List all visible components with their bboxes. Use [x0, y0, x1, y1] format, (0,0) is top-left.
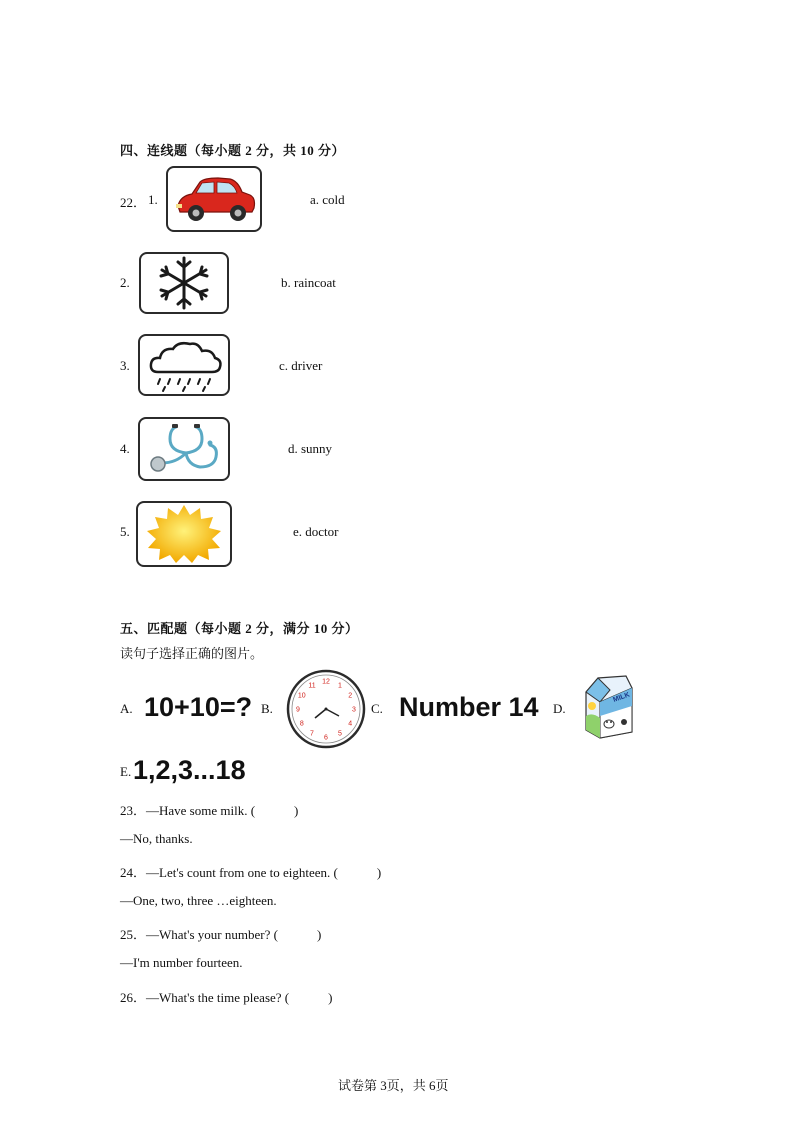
number-fourteen-text: Number 14 [399, 692, 539, 722]
item-number: 1. [148, 192, 158, 207]
stethoscope-picture [138, 417, 230, 481]
clock-numeral: 9 [296, 706, 300, 714]
option-e: e. doctor [293, 524, 339, 539]
clock-numeral: 2 [348, 692, 353, 700]
option-c: c. driver [279, 358, 323, 373]
question-26: 26．—What's the time please? ( ) [120, 990, 333, 1005]
snowflake-picture [139, 252, 229, 314]
option-d: d. sunny [288, 441, 333, 456]
clock-numeral: 7 [310, 730, 314, 738]
clock-numeral: 5 [338, 730, 342, 738]
math-equation-text: 10+10=? [144, 692, 253, 722]
section5-heading: 五、匹配题（每小题 2 分，满分 10 分） [120, 621, 359, 636]
option-label-d: D. [553, 701, 566, 716]
item-number: 3. [120, 358, 130, 373]
item-number: 2. [120, 275, 130, 290]
question-number: 22． [120, 195, 147, 210]
page-footer: 试卷第 3页，共 6页 [338, 1078, 449, 1093]
option-a: a. cold [310, 192, 345, 207]
clock-numeral: 10 [297, 692, 306, 700]
sun-picture [136, 501, 232, 567]
section5-instruction: 读句子选择正确的图片。 [120, 646, 264, 661]
option-label-c: C. [371, 701, 383, 716]
question-24: 24．—Let's count from one to eighteen. ( ) [120, 865, 382, 880]
car-icon [168, 168, 260, 230]
counting-sequence-text: 1,2,3...18 [133, 755, 246, 785]
clock-numeral: 3 [352, 706, 356, 714]
clock-numeral: 1 [338, 682, 342, 690]
rain-cloud-icon [140, 336, 228, 394]
sun-icon [138, 503, 230, 565]
question-25: 25．—What's your number? ( ) [120, 927, 322, 942]
clock-icon [285, 668, 367, 750]
milk-carton-icon [576, 672, 638, 742]
car-picture [166, 166, 262, 232]
clock-numeral: 8 [299, 720, 304, 728]
answer-25: —I'm number fourteen. [120, 955, 243, 970]
clock-picture [285, 668, 367, 750]
carton-label: MILK [612, 691, 631, 704]
snowflake-icon [141, 254, 227, 312]
clock-numeral: 11 [308, 682, 316, 690]
question-23: 23．—Have some milk. ( ) [120, 803, 299, 818]
rain-cloud-picture [138, 334, 230, 396]
option-label-b: B. [261, 701, 273, 716]
item-number: 4. [120, 441, 130, 456]
section4-heading: 四、连线题（每小题 2 分，共 10 分） [120, 143, 346, 158]
stethoscope-icon [140, 419, 228, 479]
option-label-e: E. [120, 764, 132, 779]
answer-23: —No, thanks. [120, 831, 193, 846]
clock-numeral: 6 [324, 734, 328, 742]
option-label-a: A. [120, 701, 133, 716]
clock-numeral: 12 [322, 678, 330, 686]
option-b: b. raincoat [281, 275, 336, 290]
milk-carton-picture [576, 672, 638, 742]
item-number: 5. [120, 524, 130, 539]
clock-numeral: 4 [348, 720, 353, 728]
answer-24: —One, two, three …eighteen. [120, 893, 277, 908]
